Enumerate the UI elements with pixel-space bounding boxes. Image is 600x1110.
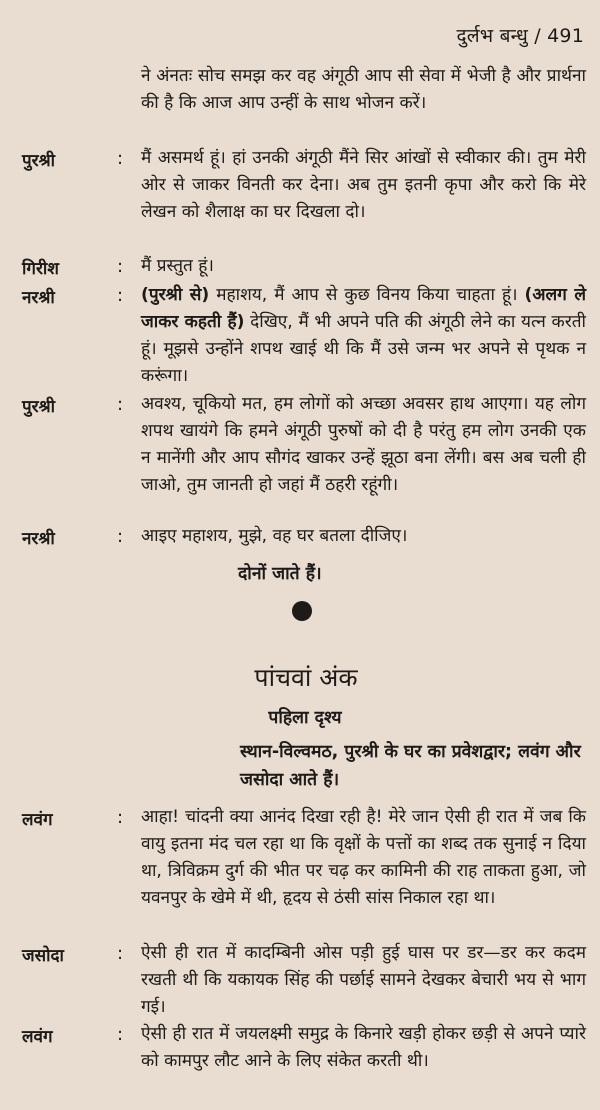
speaker-name: पुरश्री — [22, 397, 56, 417]
scene-title: पहिला दृश्य — [268, 708, 342, 728]
speaker-name: लवंग — [22, 810, 53, 830]
speaker-colon: : — [117, 526, 124, 547]
header-separator: / — [534, 25, 541, 47]
speech-text: देखिए, मैं भी अपने पति की अंगूठी लेने का यत्न करती हूं। मूझसे उन्होंने शपथ खाई थी कि मैं उसे जन्म भर अपने से पृथक न करूंगा। — [141, 312, 586, 386]
dialogue-line: ऐसी ही रात में जयलक्ष्मी समुद्र के किनारे खड़ी होकर छड़ी से अपने प्यारे को कामपुर लौट आने के लिए संकेत करती थी। — [141, 1024, 586, 1071]
dialogue-line — [141, 282, 586, 390]
speaker-colon: : — [117, 285, 124, 306]
dialogue-line: मैं प्रस्तुत हूं। — [141, 256, 214, 276]
dialogue-line: मैं असमर्थ हूं। हां उनकी अंगूठी मैंने सिर आंखों से स्वीकार की। तुम मेरी ओर से जाकर विनती कर देना। अब तुम इतनी कृपा और करो कि मेरे लेखन को शैलाक्ष का घर दिखला दो। — [141, 148, 586, 222]
speaker-name: जसोदा — [22, 946, 64, 966]
speaker-colon: : — [117, 807, 124, 828]
page-header — [456, 22, 584, 48]
speaker-colon: : — [117, 256, 124, 277]
dialogue-line: अवश्य, चूकियो मत, हम लोगों को अच्छा अवसर हाथ आएगा। यह लोग शपथ खायंगे कि हमने अंगूठी पुरुषों को दी है परंतु हम लोग उनकी एक न मानेंगी और आप सौगंद खाकर उन्हें झूठा बना लेंगी। बस अब चली ही जाओ, तुम जानती हो जहां मैं ठहरी रहूंगी। — [141, 394, 586, 495]
page-number: 491 — [547, 25, 584, 47]
speaker-colon: : — [117, 943, 124, 964]
scene-setting: स्थान-विल्वमठ, पुरश्री के घर का प्रवेशद्वार; लवंग और जसोदा आते हैं। — [240, 742, 581, 790]
running-title: दुर्लभ बन्धु — [456, 25, 529, 47]
speaker-colon: : — [117, 148, 124, 169]
speaker-colon: : — [117, 1024, 124, 1045]
speaker-name: गिरीश — [22, 259, 59, 279]
speaker-name: पुरश्री — [22, 151, 56, 171]
speaker-name: लवंग — [22, 1027, 53, 1047]
stage-direction: (अलग ले जाकर कहती हैं) — [141, 285, 586, 332]
carry-over-text: ने अंनतः सोच समझ कर वह अंगूठी आप सी सेवा में भेजी है और प्रार्थना की है कि आज आप उन्हीं के साथ भोजन करें। — [141, 66, 586, 113]
dialogue-line: ऐसी ही रात में कादम्बिनी ओस पड़ी हुई घास पर डर—डर कर कदम रखती थी कि यकायक सिंह की पर्छाई सामने देखकर बेचारी भय से भाग गई। — [141, 943, 586, 1017]
section-bullet — [292, 601, 312, 621]
speaker-name: नरश्री — [22, 529, 55, 549]
speaker-name: नरश्री — [22, 288, 55, 308]
act-title: पांचवां अंक — [254, 663, 358, 692]
dialogue-line: आइए महाशय, मुझे, वह घर बतला दीजिए। — [141, 526, 408, 546]
speech-text: महाशय, मैं आप से कुछ विनय किया चाहता हूं। — [209, 285, 518, 305]
stage-direction: (पुरश्री से) — [141, 285, 210, 305]
exit-stage-direction: दोनों जाते हैं। — [238, 564, 322, 584]
speaker-colon: : — [117, 394, 124, 415]
dialogue-line: आहा! चांदनी क्या आनंद दिखा रही है! मेरे जान ऐसी ही रात में जब कि वायु इतना मंद चल रहा था कि वृक्षों के पत्तों का शब्द तक सुनाई न दिया था, त्रिविक्रम दुर्ग की भीत पर चढ़ कर कामिनी की राह ताकता हुआ, जो यवनपुर के खेमे में थी, हृदय से ठंसी सांस निकाल रहा था। — [141, 807, 586, 908]
